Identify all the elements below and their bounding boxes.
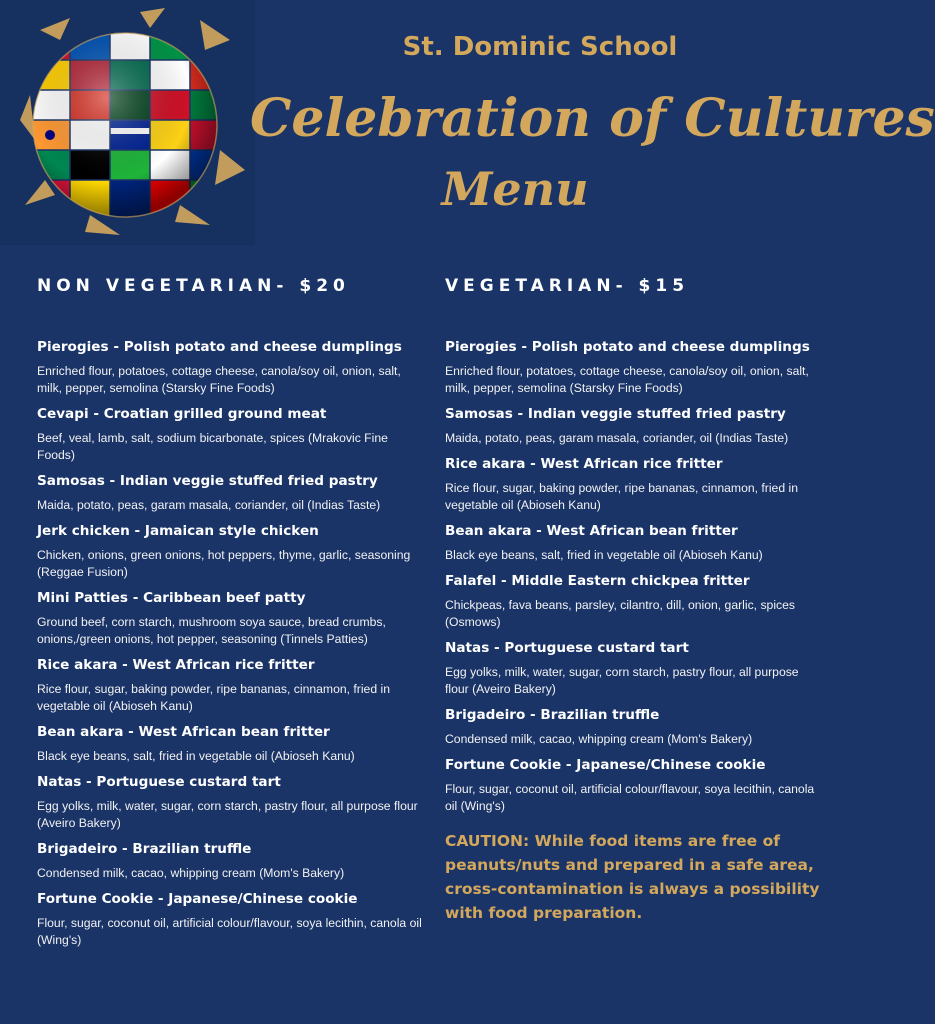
item-ingredients: Beef, veal, lamb, salt, sodium bicarbonate, spices (Mrakovic Fine Foods) — [37, 431, 388, 462]
menu-item — [37, 839, 422, 882]
item-ingredients: Flour, sugar, coconut oil, artificial colour/flavour, soya lecithin, canola oil (Wing's) — [37, 916, 422, 947]
school-name: St. Dominic School — [402, 32, 678, 62]
non-vegetarian-column — [37, 276, 422, 956]
menu-item — [37, 521, 422, 581]
item-name: Natas - Portuguese custard tart — [445, 640, 689, 656]
allergy-caution: CAUTION: While food items are free of peanuts/nuts and prepared in a safe area, cross-contamination is always a possibility with food preparation. — [445, 832, 820, 922]
item-name: Pierogies - Polish potato and cheese dumplings — [37, 339, 402, 355]
menu-item — [37, 337, 422, 397]
flags-globe-icon — [0, 0, 255, 245]
menu-item — [445, 755, 825, 815]
item-name: Fortune Cookie - Japanese/Chinese cookie — [445, 757, 766, 773]
menu-item — [445, 521, 825, 564]
item-name: Falafel - Middle Eastern chickpea fritter — [445, 573, 750, 589]
item-name: Cevapi - Croatian grilled ground meat — [37, 406, 327, 422]
menu-item — [445, 638, 825, 698]
item-name: Mini Patties - Caribbean beef patty — [37, 590, 306, 606]
menu-item — [37, 772, 422, 832]
item-name: Brigadeiro - Brazilian truffle — [445, 707, 660, 723]
item-name: Natas - Portuguese custard tart — [37, 774, 281, 790]
item-ingredients: Rice flour, sugar, baking powder, ripe bananas, cinnamon, fried in vegetable oil (Abioseh Kanu) — [37, 682, 390, 713]
item-name: Bean akara - West African bean fritter — [37, 724, 330, 740]
vegetarian-column — [445, 276, 825, 925]
item-name: Samosas - Indian veggie stuffed fried pastry — [37, 473, 378, 489]
menu-item — [37, 889, 422, 949]
item-name: Pierogies - Polish potato and cheese dumplings — [445, 339, 810, 355]
item-name: Samosas - Indian veggie stuffed fried pastry — [445, 406, 786, 422]
menu-item — [37, 471, 422, 514]
item-ingredients: Chickpeas, fava beans, parsley, cilantro, dill, onion, garlic, spices (Osmows) — [445, 598, 795, 629]
item-ingredients: Condensed milk, cacao, whipping cream (Mom's Bakery) — [37, 866, 345, 880]
menu-item — [445, 571, 825, 631]
item-name: Fortune Cookie - Japanese/Chinese cookie — [37, 891, 358, 907]
item-ingredients: Maida, potato, peas, garam masala, coriander, oil (Indias Taste) — [37, 498, 381, 512]
item-ingredients: Rice flour, sugar, baking powder, ripe bananas, cinnamon, fried in vegetable oil (Abioseh Kanu) — [445, 481, 798, 512]
menu-item — [37, 655, 422, 715]
item-ingredients: Black eye beans, salt, fried in vegetable oil (Abioseh Kanu) — [37, 749, 355, 763]
item-ingredients: Enriched flour, potatoes, cottage cheese, canola/soy oil, onion, salt, milk, pepper, semolina (Starsky Fine Foods) — [37, 364, 401, 395]
vegetarian-heading: VEGETARIAN- $15 — [445, 276, 690, 296]
menu-subtitle: Menu — [441, 162, 589, 216]
item-name: Brigadeiro - Brazilian truffle — [37, 841, 252, 857]
item-ingredients: Condensed milk, cacao, whipping cream (Mom's Bakery) — [445, 732, 753, 746]
item-name: Rice akara - West African rice fritter — [37, 657, 315, 673]
item-name: Jerk chicken - Jamaican style chicken — [37, 523, 319, 539]
item-name: Bean akara - West African bean fritter — [445, 523, 738, 539]
non-vegetarian-heading: NON VEGETARIAN- $20 — [37, 276, 350, 296]
item-name: Rice akara - West African rice fritter — [445, 456, 723, 472]
menu-item — [445, 454, 825, 514]
event-title: Celebration of Cultures — [250, 88, 935, 149]
item-ingredients: Maida, potato, peas, garam masala, coriander, oil (Indias Taste) — [445, 431, 789, 445]
item-ingredients: Enriched flour, potatoes, cottage cheese, canola/soy oil, onion, salt, milk, pepper, semolina (Starsky Fine Foods) — [445, 364, 809, 395]
menu-item — [37, 404, 422, 464]
item-ingredients: Black eye beans, salt, fried in vegetable oil (Abioseh Kanu) — [445, 548, 763, 562]
menu-item — [445, 404, 825, 447]
item-ingredients: Chicken, onions, green onions, hot peppers, thyme, garlic, seasoning (Reggae Fusion) — [37, 548, 411, 579]
menu-item — [37, 588, 422, 648]
item-ingredients: Egg yolks, milk, water, sugar, corn starch, pastry flour, all purpose flour (Aveiro Bakery) — [445, 665, 799, 696]
item-ingredients: Ground beef, corn starch, mushroom soya sauce, bread crumbs, onions,/green onions, hot pepper, seasoning (Tinnels Patties) — [37, 615, 386, 646]
menu-item — [37, 722, 422, 765]
menu-item — [445, 337, 825, 397]
menu-item — [445, 705, 825, 748]
item-ingredients: Egg yolks, milk, water, sugar, corn starch, pastry flour, all purpose flour (Aveiro Bakery) — [37, 799, 418, 830]
item-ingredients: Flour, sugar, coconut oil, artificial colour/flavour, soya lecithin, canola oil (Wing's) — [445, 782, 815, 813]
